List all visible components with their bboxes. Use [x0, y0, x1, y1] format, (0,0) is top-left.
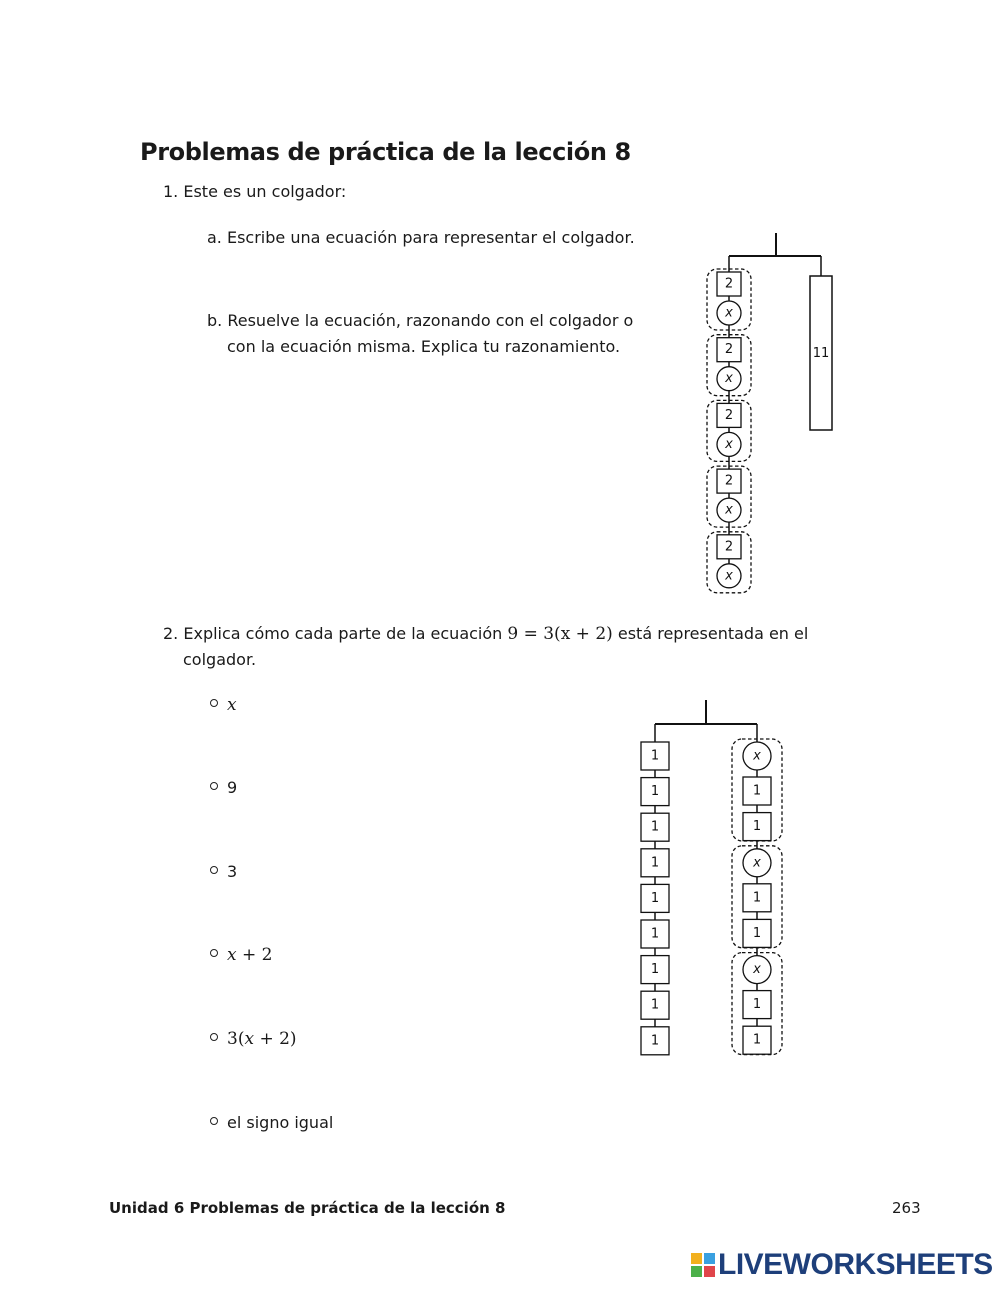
weight-box-label: 1 — [650, 962, 660, 978]
problem-2-number: 2. — [163, 624, 179, 643]
liveworksheets-logo-icon — [690, 1252, 716, 1278]
bullet-item — [227, 692, 237, 718]
problem-1b — [207, 308, 633, 334]
weight-box-label: 1 — [650, 819, 660, 835]
weight-circle-label: x — [753, 962, 761, 978]
weight-circle-label: x — [725, 371, 733, 387]
problem-1-number: 1. — [163, 182, 179, 201]
weight-box-label: 1 — [752, 890, 762, 906]
problem-1a-text: Escribe una ecuación para representar el colgador. — [226, 228, 635, 247]
weight-box-label: 1 — [650, 890, 660, 906]
bullet-item — [227, 775, 237, 801]
footer-label: Unidad 6 Problemas de práctica de la lección 8 — [109, 1199, 506, 1217]
problem-1-intro-text: Este es un colgador: — [183, 182, 347, 201]
problem-2-text-after: está representada en el — [612, 624, 809, 643]
problem-1a — [207, 225, 635, 251]
bullet-item — [227, 1026, 297, 1052]
weight-circle-label: x — [725, 568, 733, 584]
bullet-item-text: + 2) — [254, 1029, 297, 1049]
bullet-item — [227, 942, 272, 968]
weight-circle-label: x — [753, 748, 761, 764]
weight-box-label: 1 — [650, 784, 660, 800]
problem-1-intro — [163, 179, 346, 205]
problem-2-prompt — [163, 621, 808, 647]
weight-box-label: 2 — [724, 407, 734, 423]
weight-box-label: 1 — [752, 819, 762, 835]
weight-box-label: 1 — [650, 997, 660, 1013]
bullet-marker — [210, 782, 218, 790]
weight-circle-label: x — [725, 436, 733, 452]
bullet-item-text: x — [227, 945, 237, 965]
problem-1b-line1: Resuelve la ecuación, razonando con el colgador o — [227, 311, 634, 330]
problem-1a-letter: a. — [207, 228, 222, 247]
bullet-item-text: + 2 — [236, 945, 273, 965]
liveworksheets-logo-text: LIVEWORKSHEETS — [718, 1248, 993, 1281]
weight-circle-label: x — [753, 855, 761, 871]
weight-box-label: 1 — [650, 855, 660, 871]
problem-2-equation: 9 = 3(x + 2) — [507, 624, 613, 644]
weight-box-label: 2 — [724, 539, 734, 555]
weight-box-label: 2 — [724, 473, 734, 489]
bullet-item-text: 3 — [227, 862, 238, 881]
bullet-marker — [210, 1117, 218, 1125]
bullet-marker — [210, 949, 218, 957]
bullet-item-text: 3( — [227, 1029, 245, 1049]
weight-box-label: 2 — [724, 342, 734, 358]
problem-1b-line2: con la ecuación misma. Explica tu razonamiento. — [227, 337, 621, 356]
weight-box-label: 1 — [752, 997, 762, 1013]
problem-2-line2: colgador. — [183, 650, 257, 669]
weight-box-label: 1 — [650, 926, 660, 942]
bullet-item — [227, 1110, 333, 1136]
problem-2-text-before: Explica cómo cada parte de la ecuación — [183, 624, 508, 643]
weight-box-label: 1 — [650, 748, 660, 764]
page-number: 263 — [892, 1199, 921, 1217]
weight-circle-label: x — [725, 502, 733, 518]
hanger-1-diagram — [690, 225, 850, 600]
hanger-2-diagram — [630, 695, 800, 1065]
bullet-item-text: x — [227, 695, 237, 715]
bullet-item-text: 9 — [227, 778, 238, 797]
weight-box-label: 1 — [752, 925, 762, 941]
problem-1b-letter: b. — [207, 311, 223, 330]
weight-box-label: 1 — [752, 783, 762, 799]
bullet-marker — [210, 866, 218, 874]
weight-circle-label: x — [725, 305, 733, 321]
liveworksheets-logo — [690, 1248, 993, 1282]
bullet-item-text: el signo igual — [227, 1113, 334, 1132]
right-bar-label: 11 — [812, 346, 830, 361]
weight-box-label: 1 — [650, 1033, 660, 1049]
bullet-item — [227, 859, 237, 885]
weight-box-label: 2 — [724, 276, 734, 292]
bullet-marker — [210, 699, 218, 707]
weight-box-label: 1 — [752, 1032, 762, 1048]
page-title: Problemas de práctica de la lección 8 — [140, 138, 631, 166]
bullet-item-text: x — [244, 1029, 255, 1049]
bullet-marker — [210, 1033, 218, 1041]
